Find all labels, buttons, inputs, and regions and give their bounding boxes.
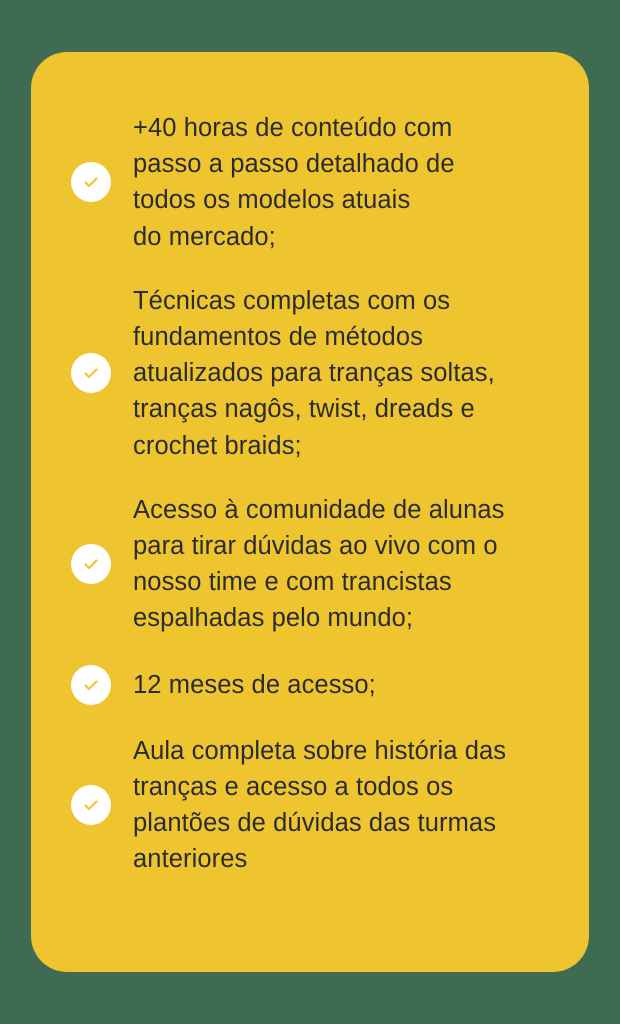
- list-item-line: anteriores: [133, 845, 248, 874]
- list-item-line: Aula completa sobre história das: [133, 736, 507, 765]
- list-item: [71, 110, 555, 255]
- list-item-text: [133, 492, 504, 637]
- list-item-text: [133, 733, 506, 878]
- list-item-line: todos os modelos atuais: [133, 186, 411, 215]
- benefits-card: [31, 52, 589, 972]
- list-item-line: crochet braids;: [133, 431, 302, 460]
- list-item-line: Técnicas completas com os: [133, 286, 451, 315]
- list-item: [71, 733, 555, 878]
- benefits-list: [71, 92, 555, 932]
- check-icon: [71, 785, 111, 825]
- list-item-line: do mercado;: [133, 222, 276, 251]
- list-item-line: atualizados para tranças soltas,: [133, 359, 495, 388]
- check-icon: [71, 353, 111, 393]
- list-item-line: fundamentos de métodos: [133, 323, 423, 352]
- list-item-line: Acesso à comunidade de alunas: [133, 495, 505, 524]
- list-item-line: nosso time e com trancistas: [133, 568, 452, 597]
- check-icon: [71, 665, 111, 705]
- list-item: [71, 492, 555, 637]
- list-item-line: +40 horas de conteúdo com: [133, 114, 453, 142]
- list-item-text: [133, 110, 455, 255]
- list-item: [71, 665, 555, 705]
- list-item-text: [133, 283, 495, 464]
- list-item-line: plantões de dúvidas das turmas: [133, 809, 497, 838]
- check-icon: [71, 544, 111, 584]
- list-item-line: para tirar dúvidas ao vivo com o: [133, 532, 498, 561]
- check-icon: [71, 162, 111, 202]
- list-item-line: espalhadas pelo mundo;: [133, 604, 414, 633]
- list-item-line: passo a passo detalhado de: [133, 150, 455, 179]
- list-item-text: [133, 667, 376, 703]
- list-item-line: tranças nagôs, twist, dreads e: [133, 395, 475, 424]
- list-item: [71, 283, 555, 464]
- list-item-line: tranças e acesso a todos os: [133, 772, 454, 801]
- list-item-line: 12 meses de acesso;: [133, 670, 376, 699]
